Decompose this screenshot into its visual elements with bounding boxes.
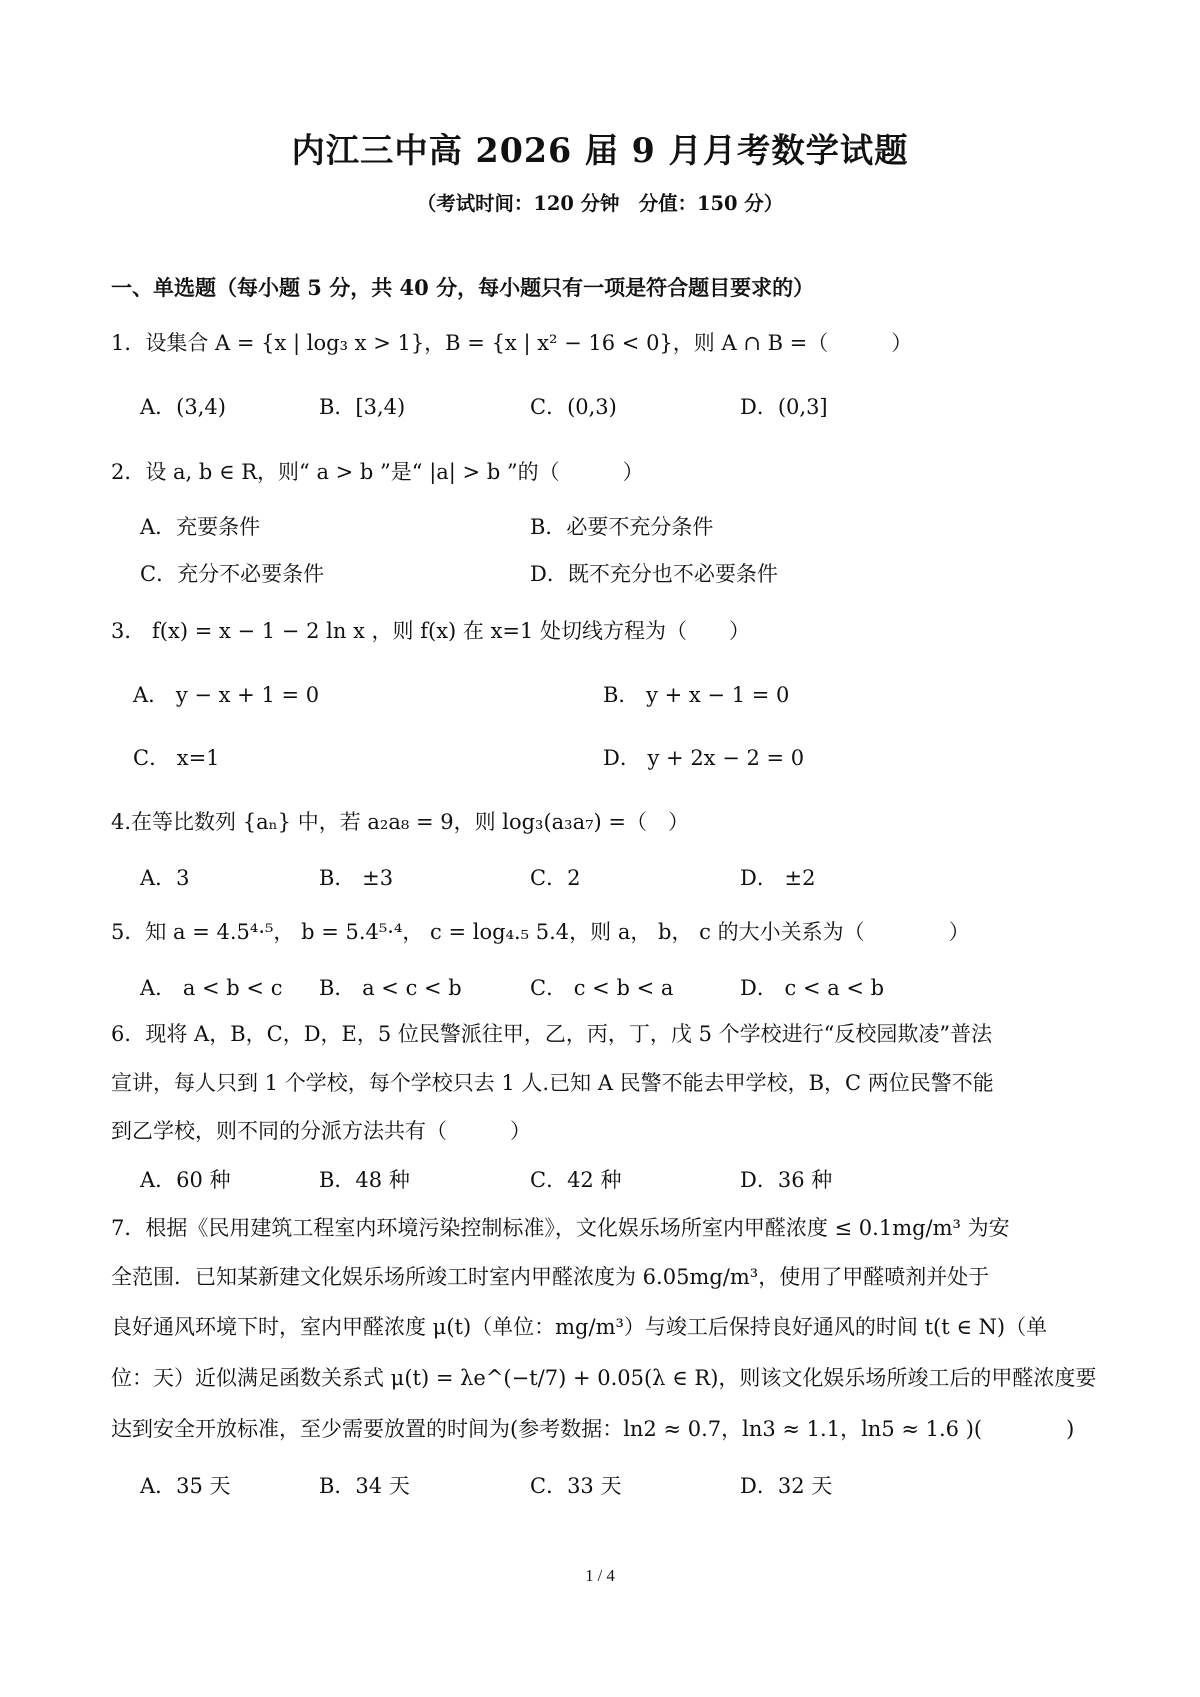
question-2-option-b: B．必要不充分条件 — [530, 515, 714, 539]
question-2-stem: 2．设 a, b ∈ R，则“ a > b ”是“ |a| > b ”的（ ） — [111, 460, 644, 484]
exam-info: （考试时间：120 分钟 分值：150 分） — [416, 192, 784, 215]
question-3-option-d: D． y + 2x − 2 = 0 — [603, 746, 805, 770]
question-7-option-b: B．34 天 — [319, 1474, 410, 1498]
question-2-option-c: C．充分不必要条件 — [140, 562, 325, 586]
question-4-option-b: B． ±3 — [319, 866, 394, 890]
question-3-option-c: C． x=1 — [133, 746, 220, 770]
question-6-option-b: B．48 种 — [319, 1168, 410, 1192]
question-1-option-a: A．(3,4) — [140, 395, 226, 419]
question-5-stem: 5．知 a = 4.5⁴·⁵， b = 5.4⁵·⁴， c = log₄.₅ 5.4，则 a， b， c 的大小关系为（ ） — [111, 920, 970, 944]
question-5-option-a: A． a < b < c — [140, 976, 283, 1000]
question-7-option-d: D．32 天 — [740, 1474, 833, 1498]
question-4-stem: 4.在等比数列 {aₙ} 中，若 a₂a₈ = 9，则 log₃(a₃a₇) =（ ） — [111, 810, 690, 834]
question-5-option-b: B． a < c < b — [319, 976, 462, 1000]
question-7-option-a: A．35 天 — [140, 1474, 231, 1498]
question-1-stem: 1．设集合 A = {x | log₃ x > 1}，B = {x | x² − 16 < 0}，则 A ∩ B =（ ） — [111, 331, 913, 355]
question-5-option-d: D． c < a < b — [740, 976, 885, 1000]
question-3-option-a: A． y − x + 1 = 0 — [133, 683, 320, 707]
question-6-option-a: A．60 种 — [140, 1168, 231, 1192]
page-title: 内江三中高 2026 届 9 月月考数学试题 — [291, 131, 909, 170]
question-4-option-c: C．2 — [530, 866, 581, 890]
page-number: 1 / 4 — [585, 1566, 615, 1585]
question-1-option-b: B．[3,4) — [319, 395, 406, 419]
question-6-stem-line: 宣讲，每人只到 1 个学校，每个学校只去 1 人.已知 A 民警不能去甲学校，B，C 两位民警不能 — [111, 1071, 994, 1095]
question-3-option-b: B． y + x − 1 = 0 — [603, 683, 790, 707]
question-7-stem-line: 达到安全开放标准，至少需要放置的时间为(参考数据：ln2 ≈ 0.7，ln3 ≈ 1.1，ln5 ≈ 1.6 )( ) — [111, 1417, 1075, 1441]
question-7-stem-line: 良好通风环境下时，室内甲醛浓度 μ(t)（单位：mg/m³）与竣工后保持良好通风的时间 t(t ∈ N)（单 — [111, 1315, 1048, 1339]
question-6-option-d: D．36 种 — [740, 1168, 833, 1192]
section-heading: 一、单选题（每小题 5 分，共 40 分，每小题只有一项是符合题目要求的） — [111, 275, 815, 300]
question-6-stem-line: 6．现将 A，B，C，D，E，5 位民警派往甲，乙，丙，丁，戊 5 个学校进行“反校园欺凌”普法 — [111, 1022, 993, 1046]
question-4-option-d: D． ±2 — [740, 866, 816, 890]
question-7-stem-line: 位：天）近似满足函数关系式 μ(t) = λe^(−t/7) + 0.05(λ ∈ R)，则该文化娱乐场所竣工后的甲醛浓度要 — [111, 1366, 1097, 1390]
question-5-option-c: C． c < b < a — [530, 976, 674, 1000]
question-6-stem-line: 到乙学校，则不同的分派方法共有（ ） — [111, 1119, 531, 1143]
question-2-option-a: A．充要条件 — [140, 515, 261, 539]
question-7-stem-line: 全范围．已知某新建文化娱乐场所竣工时室内甲醛浓度为 6.05mg/m³，使用了甲醛喷剂并处于 — [111, 1265, 990, 1289]
question-1-option-c: C．(0,3) — [530, 395, 617, 419]
question-4-option-a: A．3 — [140, 866, 190, 890]
question-3-stem: 3． f(x) = x − 1 − 2 ln x ，则 f(x) 在 x=1 处切线方程为（ ） — [111, 619, 751, 643]
question-7-stem-line: 7．根据《民用建筑工程室内环境污染控制标准》，文化娱乐场所室内甲醛浓度 ≤ 0.1mg/m³ 为安 — [111, 1216, 1010, 1240]
question-6-option-c: C．42 种 — [530, 1168, 622, 1192]
question-7-option-c: C．33 天 — [530, 1474, 622, 1498]
question-1-option-d: D．(0,3] — [740, 395, 828, 419]
question-2-option-d: D．既不充分也不必要条件 — [530, 562, 778, 586]
